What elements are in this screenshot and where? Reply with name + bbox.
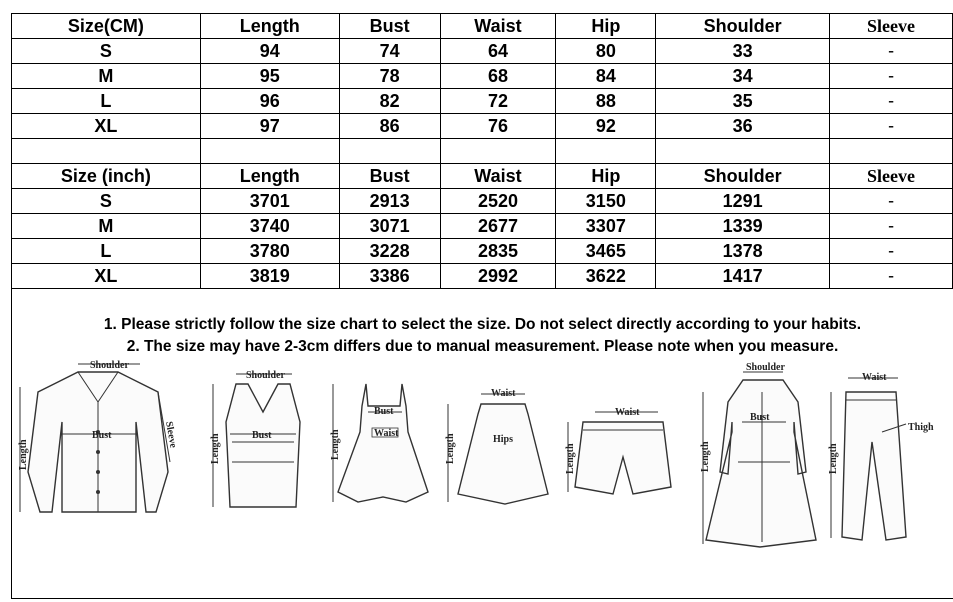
size-cell: L (12, 239, 201, 264)
empty-cell (830, 139, 953, 164)
value-cell: 64 (440, 39, 556, 64)
spacer-row (12, 139, 953, 164)
empty-cell (12, 139, 201, 164)
value-cell: 2677 (440, 214, 556, 239)
value-cell: 82 (339, 89, 440, 114)
value-cell: 3622 (556, 264, 656, 289)
empty-cell (556, 139, 656, 164)
value-cell: 35 (656, 89, 830, 114)
empty-cell (440, 139, 556, 164)
value-cell: 78 (339, 64, 440, 89)
pants-thigh-label: Thigh (908, 422, 934, 433)
skirt-waist-label: Waist (491, 388, 516, 399)
skirt-hips-label: Hips (493, 434, 514, 445)
value-cell: 92 (556, 114, 656, 139)
pants-illustration (826, 362, 946, 552)
value-cell: - (830, 39, 953, 64)
shirt-length-label: Length (18, 439, 29, 470)
shorts-illustration (563, 362, 673, 522)
value-cell: 68 (440, 64, 556, 89)
vest-shoulder-label: Shoulder (246, 370, 285, 381)
column-header: Hip (556, 164, 656, 189)
coat-bust-label: Bust (750, 412, 770, 423)
value-cell: 2913 (339, 189, 440, 214)
value-cell: 1378 (656, 239, 830, 264)
pants-length-label: Length (828, 443, 839, 474)
inch-header-row (12, 164, 953, 189)
value-cell: 84 (556, 64, 656, 89)
value-cell: 3740 (200, 214, 339, 239)
value-cell: 97 (200, 114, 339, 139)
value-cell: 2520 (440, 189, 556, 214)
value-cell: 3386 (339, 264, 440, 289)
value-cell: - (830, 264, 953, 289)
size-cell: XL (12, 264, 201, 289)
value-cell: 88 (556, 89, 656, 114)
dress-illustration (328, 362, 438, 522)
value-cell: 76 (440, 114, 556, 139)
shorts-diagram (563, 362, 673, 527)
column-header: Shoulder (656, 14, 830, 39)
value-cell: - (830, 239, 953, 264)
skirt-diagram (443, 362, 553, 527)
column-header: Size (inch) (12, 164, 201, 189)
value-cell: 3228 (339, 239, 440, 264)
note-2: 2. The size may have 2-3cm differs due to manual measurement. Please note when you measure. (126, 338, 839, 355)
column-header: Bust (339, 164, 440, 189)
shirt-shoulder-label: Shoulder (90, 360, 129, 371)
vest-illustration (208, 362, 318, 522)
pants-diagram (826, 362, 946, 557)
column-header: Shoulder (656, 164, 830, 189)
column-header: Length (200, 164, 339, 189)
measurement-diagrams (18, 362, 948, 562)
value-cell: 1339 (656, 214, 830, 239)
dress-length-label: Length (330, 429, 341, 460)
column-header: Length (200, 14, 339, 39)
dress-bust-label: Bust (374, 406, 394, 417)
value-cell: 33 (656, 39, 830, 64)
shirt-illustration (18, 362, 178, 522)
column-header: Size(CM) (12, 14, 201, 39)
vest-diagram (208, 362, 318, 527)
shirt-diagram (18, 362, 178, 527)
size-cell: L (12, 89, 201, 114)
inch-table-row (12, 264, 953, 289)
cm-table-row (12, 89, 953, 114)
size-cell: S (12, 189, 201, 214)
inch-table-row (12, 189, 953, 214)
value-cell: - (830, 64, 953, 89)
value-cell: 96 (200, 89, 339, 114)
skirt-illustration (443, 362, 553, 522)
vest-bust-label: Bust (252, 430, 272, 441)
value-cell: 2992 (440, 264, 556, 289)
value-cell: - (830, 114, 953, 139)
coat-diagram (698, 362, 818, 557)
column-header: Sleeve (830, 14, 953, 39)
value-cell: 3071 (339, 214, 440, 239)
value-cell: 94 (200, 39, 339, 64)
shorts-length-label: Length (565, 443, 576, 474)
cm-table-row (12, 39, 953, 64)
size-cell: XL (12, 114, 201, 139)
size-table (11, 13, 953, 289)
coat-length-label: Length (700, 441, 711, 472)
value-cell: 74 (339, 39, 440, 64)
value-cell: 2835 (440, 239, 556, 264)
empty-cell (339, 139, 440, 164)
value-cell: - (830, 189, 953, 214)
size-cell: M (12, 64, 201, 89)
value-cell: 3701 (200, 189, 339, 214)
cm-table-row (12, 64, 953, 89)
shorts-waist-label: Waist (615, 407, 640, 418)
dress-diagram (328, 362, 438, 527)
pants-waist-label: Waist (862, 372, 887, 383)
column-header: Hip (556, 14, 656, 39)
skirt-length-label: Length (445, 433, 456, 464)
value-cell: 1417 (656, 264, 830, 289)
dress-waist-label: Waist (374, 428, 399, 439)
note-1: 1. Please strictly follow the size chart to select the size. Do not select directly according to your habits. (103, 316, 862, 333)
coat-shoulder-label: Shoulder (746, 362, 785, 373)
value-cell: 95 (200, 64, 339, 89)
value-cell: 72 (440, 89, 556, 114)
cm-table-row (12, 114, 953, 139)
value-cell: 3465 (556, 239, 656, 264)
inch-table-row (12, 239, 953, 264)
value-cell: 3780 (200, 239, 339, 264)
empty-cell (200, 139, 339, 164)
size-notes (12, 314, 953, 358)
vest-length-label: Length (210, 433, 221, 464)
value-cell: - (830, 89, 953, 114)
value-cell: 1291 (656, 189, 830, 214)
column-header: Sleeve (830, 164, 953, 189)
shirt-sleeve-label: Sleeve (163, 420, 179, 449)
value-cell: 3150 (556, 189, 656, 214)
cm-header-row (12, 14, 953, 39)
column-header: Waist (440, 164, 556, 189)
value-cell: 80 (556, 39, 656, 64)
value-cell: 3819 (200, 264, 339, 289)
empty-cell (656, 139, 830, 164)
shirt-bust-label: Bust (92, 430, 112, 441)
value-cell: 3307 (556, 214, 656, 239)
value-cell: 36 (656, 114, 830, 139)
coat-illustration (698, 362, 818, 552)
value-cell: 34 (656, 64, 830, 89)
size-cell: S (12, 39, 201, 64)
value-cell: 86 (339, 114, 440, 139)
column-header: Bust (339, 14, 440, 39)
inch-table-row (12, 214, 953, 239)
column-header: Waist (440, 14, 556, 39)
size-cell: M (12, 214, 201, 239)
value-cell: - (830, 214, 953, 239)
